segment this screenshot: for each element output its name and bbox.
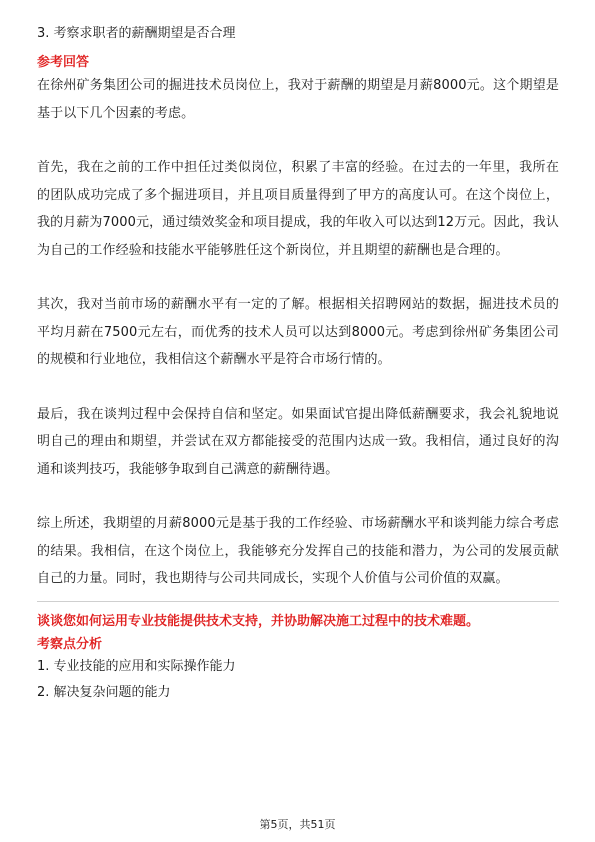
question-3-title: 3. 考察求职者的薪酬期望是否合理 (37, 26, 236, 41)
answer-paragraph-second: 其次，我对当前市场的薪酬水平有一定的了解。根据相关招聘网站的数据，掘进技术员的平均月薪在7500元左右，而优秀的技术人员可以达到8000元。考虑到徐州矿务集团公司的规模和行业地位，我相信这个薪酬水平是符合市场行情的。 (37, 297, 559, 367)
analysis-heading: 考察点分析 (37, 636, 103, 652)
paragraph-gap (37, 127, 559, 154)
document-page (37, 24, 559, 706)
answer-paragraph-intro: 在徐州矿务集团公司的掘进技术员岗位上，我对于薪酬的期望是月薪8000元。这个期望是基于以下几个因素的考虑。 (37, 78, 559, 121)
answer-paragraph-last: 最后，我在谈判过程中会保持自信和坚定。如果面试官提出降低薪酬要求，我会礼貌地说明自己的理由和期望，并尝试在双方都能接受的范围内达成一致。我相信，通过良好的沟通和谈判技巧，我能够争取到自己满意的薪酬待遇。 (37, 406, 559, 477)
page-number-footer: 第5页，共51页 (259, 818, 336, 831)
analysis-item-1: 1. 专业技能的应用和实际操作能力 (37, 658, 236, 674)
paragraph-gap (37, 264, 559, 291)
paragraph-gap (37, 483, 559, 510)
section-divider (37, 601, 559, 602)
analysis-item-2: 2. 解决复杂问题的能力 (37, 684, 171, 700)
paragraph-gap (37, 374, 559, 401)
answer-heading: 参考回答 (37, 55, 90, 70)
answer-paragraph-first: 首先，我在之前的工作中担任过类似岗位，积累了丰富的经验。在过去的一年里，我所在的团队成功完成了多个掘进项目，并且项目质量得到了甲方的高度认可。在这个岗位上，我的月薪为7000元，通过绩效奖金和项目提成，我的年收入可以达到12万元。因此，我认为自己的工作经验和技能水平能够胜任这个新岗位，并且期望的薪酬也是合理的。 (37, 160, 559, 258)
answer-paragraph-summary: 综上所述，我期望的月薪8000元是基于我的工作经验、市场薪酬水平和谈判能力综合考虑的结果。我相信，在这个岗位上，我能够充分发挥自己的技能和潜力，为公司的发展贡献自己的力量。同时，我也期待与公司共同成长，实现个人价值与公司价值的双赢。 (37, 516, 559, 586)
question-4-title: 谈谈您如何运用专业技能提供技术支持，并协助解决施工过程中的技术难题。 (37, 613, 480, 629)
